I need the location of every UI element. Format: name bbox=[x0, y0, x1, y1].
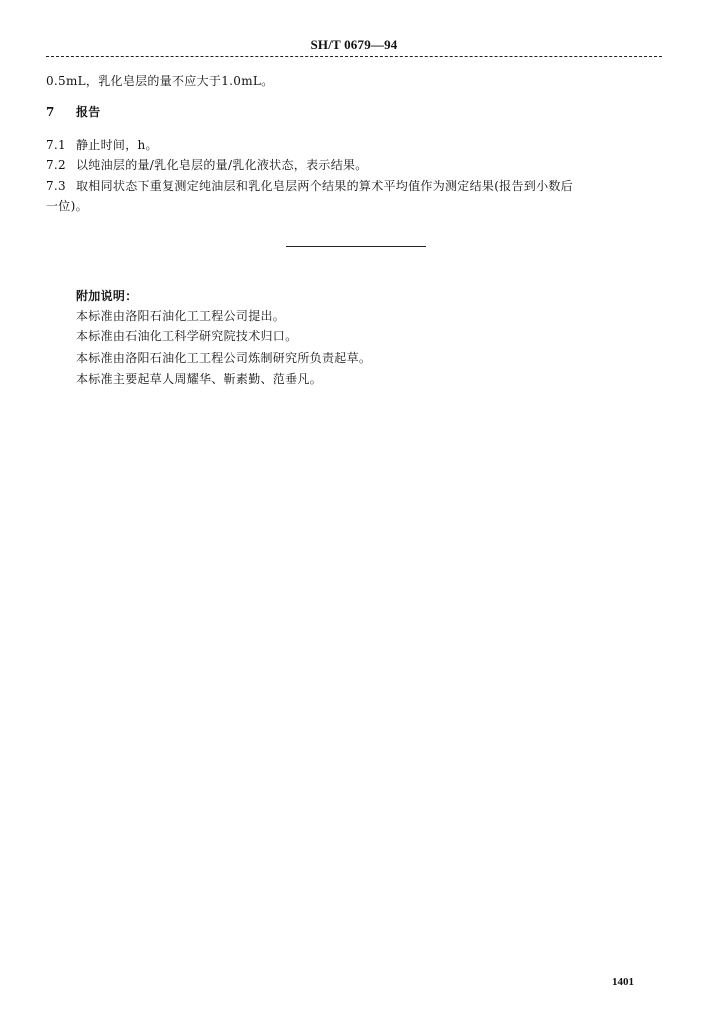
page-number: 1401 bbox=[612, 976, 634, 988]
header-rule bbox=[46, 56, 662, 57]
clause-text: 以纯油层的量/乳化皂层的量/乳化液状态，表示结果。 bbox=[76, 158, 368, 172]
continuation-line: 0.5mL，乳化皂层的量不应大于1.0mL。 bbox=[46, 74, 274, 88]
clause-number: 7.3 bbox=[46, 179, 66, 193]
section-number: 7 bbox=[46, 105, 55, 119]
clause-7-2 bbox=[46, 157, 368, 173]
additional-notes-title: 附加说明： bbox=[76, 289, 138, 303]
notes-line: 本标准由洛阳石油化工工程公司提出。 bbox=[76, 309, 286, 323]
clause-7-3 bbox=[46, 178, 573, 194]
section-7-heading bbox=[46, 104, 101, 120]
notes-line: 本标准主要起草人周耀华、靳素勤、范垂凡。 bbox=[76, 372, 323, 386]
end-of-text-rule bbox=[286, 246, 426, 247]
clause-number: 7.1 bbox=[46, 138, 66, 152]
clause-7-1 bbox=[46, 137, 158, 153]
clause-text: 静止时间，h。 bbox=[76, 138, 158, 152]
clause-7-3-continuation: 一位)。 bbox=[46, 199, 88, 213]
notes-line: 本标准由洛阳石油化工工程公司炼制研究所负责起草。 bbox=[76, 351, 372, 365]
notes-line: 本标准由石油化工科学研究院技术归口。 bbox=[76, 329, 298, 343]
section-title: 报告 bbox=[76, 105, 101, 119]
clause-text: 取相同状态下重复测定纯油层和乳化皂层两个结果的算术平均值作为测定结果(报告到小数后 bbox=[76, 179, 573, 193]
standard-code-header: SH/T 0679—94 bbox=[310, 37, 398, 52]
clause-number: 7.2 bbox=[46, 158, 66, 172]
